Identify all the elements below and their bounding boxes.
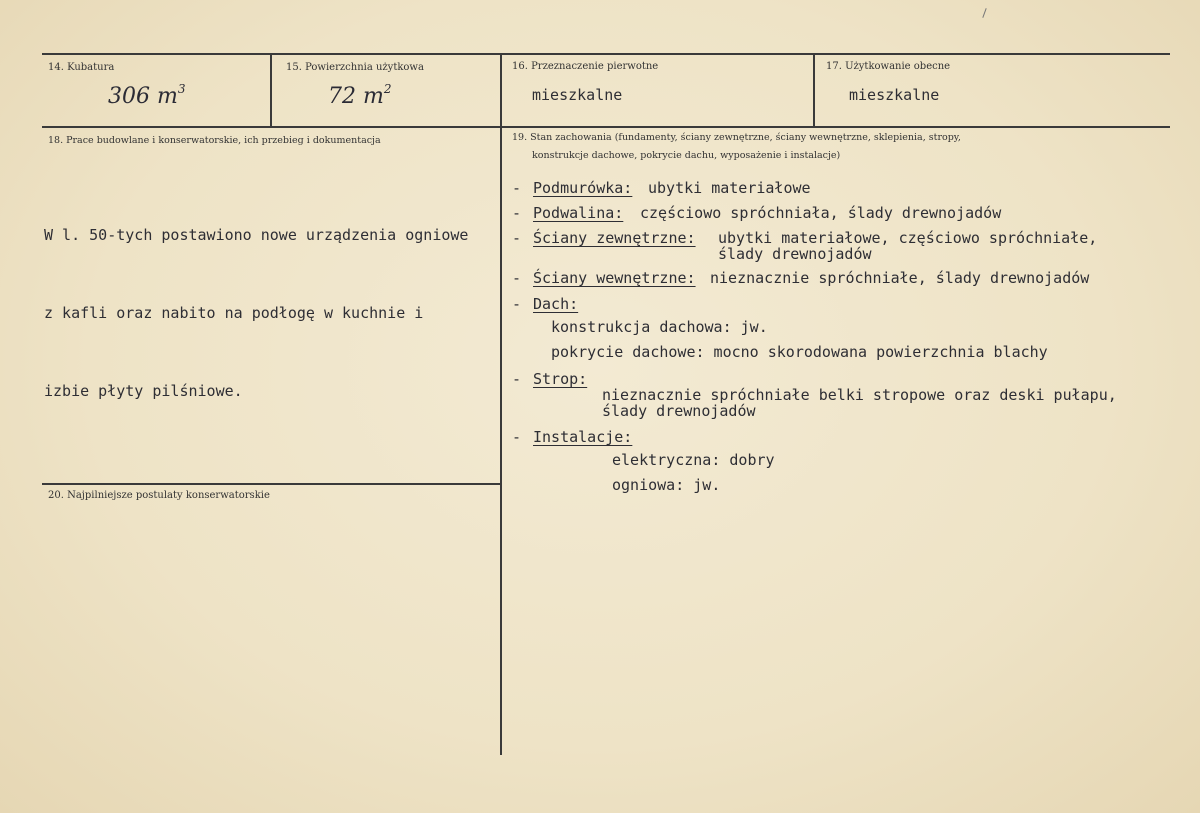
item-dash: -	[512, 269, 522, 287]
field-18-line: z kafli oraz nabito na podłogę w kuchnie i	[44, 304, 424, 322]
field-18-line: W l. 50-tych postawiono nowe urządzenia ogniowe	[44, 226, 469, 244]
field-17-value: mieszkalne	[849, 86, 940, 104]
field-14-value	[108, 84, 186, 109]
field-17-label: 17. Użytkowanie obecne	[826, 61, 951, 72]
center-divider	[500, 55, 502, 755]
item-dash: -	[512, 229, 522, 247]
item-text-sciany-zewnetrzne-cont: ślady drewnojadów	[718, 245, 872, 263]
dach-sub-konstrukcja: konstrukcja dachowa: jw.	[551, 318, 768, 336]
top-rule	[42, 53, 1170, 55]
field-18-line: izbie płyty pilśniowe.	[44, 382, 243, 400]
area-value: 72 m	[328, 84, 384, 109]
area-unit-exponent: 2	[383, 82, 392, 96]
item-key-podwalina: Podwalina:	[533, 204, 624, 222]
item-key-sciany-zewnetrzne: Ściany zewnętrzne:	[533, 229, 696, 247]
item-text-podwalina: częściowo spróchniała, ślady drewnojadów	[640, 204, 1002, 222]
header-bottom-rule	[42, 126, 1170, 128]
item-key-sciany-wewnetrzne: Ściany wewnętrzne:	[533, 269, 696, 287]
left-section-rule	[42, 483, 500, 485]
item-key-podmurowka: Podmurówka:	[533, 179, 633, 197]
field-19-label-line2: konstrukcje dachowe, pokrycie dachu, wyposażenie i instalacje)	[532, 150, 841, 161]
item-text-sciany-zewnetrzne: ubytki materiałowe, częściowo spróchniałe,	[718, 229, 1098, 247]
item-key-instalacje: Instalacje:	[533, 428, 633, 446]
dach-sub-pokrycie: pokrycie dachowe: mocno skorodowana powierzchnia blachy	[551, 343, 1048, 361]
item-dash: -	[512, 428, 522, 446]
volume-unit-exponent: 3	[177, 82, 186, 96]
header-divider-3	[813, 55, 815, 126]
item-dash: -	[512, 204, 522, 222]
item-key-strop: Strop:	[533, 370, 588, 388]
volume-value: 306 m	[108, 84, 178, 109]
item-text-podmurowka: ubytki materiałowe	[648, 179, 811, 197]
item-dash: -	[512, 370, 522, 388]
item-text-strop-cont: ślady drewnojadów	[602, 402, 756, 420]
instalacje-sub-ogniowa: ogniowa: jw.	[612, 476, 721, 494]
field-18-label: 18. Prace budowlane i konserwatorskie, ich przebieg i dokumentacja	[48, 135, 381, 146]
field-15-label: 15. Powierzchnia użytkowa	[286, 62, 424, 73]
field-19-label-line1: 19. Stan zachowania (fundamenty, ściany zewnętrzne, ściany wewnętrzne, sklepienia, stropy,	[512, 132, 961, 143]
item-dash: -	[512, 295, 522, 313]
header-divider-1	[270, 55, 272, 126]
field-16-value: mieszkalne	[532, 86, 623, 104]
corner-tick	[982, 8, 986, 18]
item-dash: -	[512, 179, 522, 197]
item-text-strop: nieznacznie spróchniałe belki stropowe oraz deski pułapu,	[602, 386, 1117, 404]
instalacje-sub-elektryczna: elektryczna: dobry	[612, 451, 775, 469]
field-16-label: 16. Przeznaczenie pierwotne	[512, 61, 659, 72]
field-15-value	[328, 84, 392, 109]
field-20-label: 20. Najpilniejsze postulaty konserwatorskie	[48, 490, 270, 501]
field-14-label: 14. Kubatura	[48, 62, 115, 73]
item-text-sciany-wewnetrzne: nieznacznie spróchniałe, ślady drewnojadów	[710, 269, 1090, 287]
field-18-text	[44, 170, 468, 456]
item-key-dach: Dach:	[533, 295, 579, 313]
